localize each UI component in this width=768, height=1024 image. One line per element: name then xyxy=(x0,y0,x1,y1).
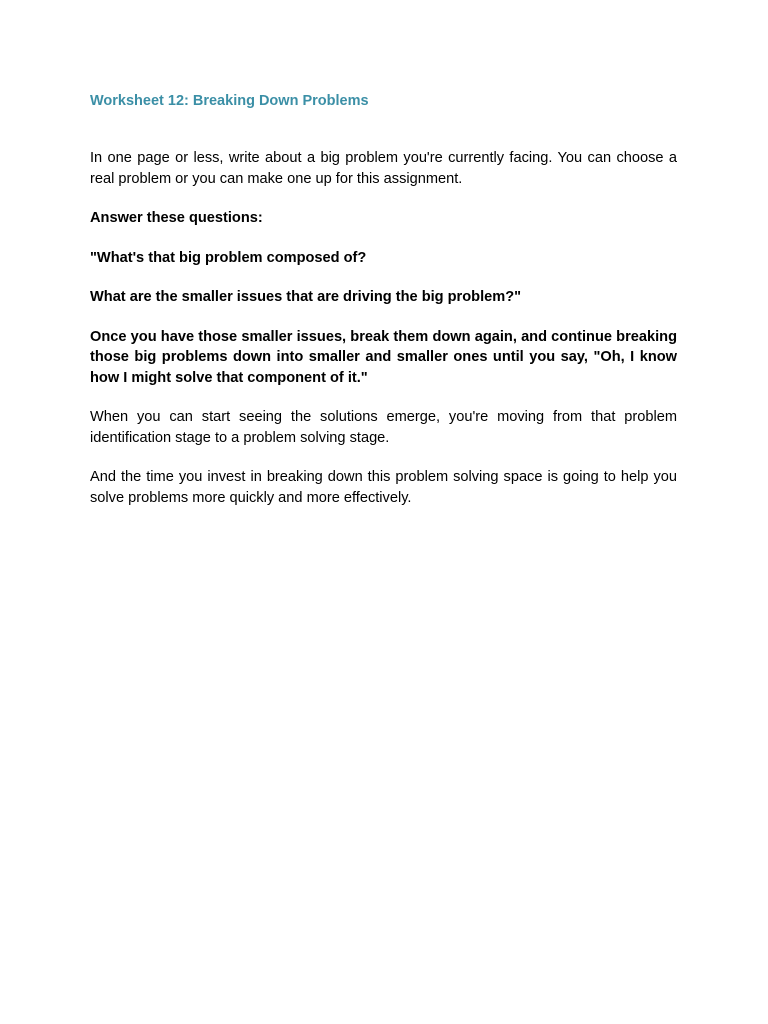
question-2: What are the smaller issues that are driving the big problem?" xyxy=(90,289,522,305)
solutions-paragraph: When you can start seeing the solutions emerge, you're moving from that problem identification stage to a problem solving stage. xyxy=(90,409,677,446)
worksheet-title: Worksheet 12: Breaking Down Problems xyxy=(90,93,369,109)
instruction-paragraph: Once you have those smaller issues, break them down again, and continue breaking those big problems down into smaller and smaller ones until you say, "Oh, I know how I might solve that component of it." xyxy=(90,328,677,386)
intro-paragraph: In one page or less, write about a big problem you're currently facing. You can choose a real problem or you can make one up for this assignment. xyxy=(90,150,677,187)
question-1: "What's that big problem composed of? xyxy=(90,249,367,266)
document-page xyxy=(90,91,677,508)
closing-paragraph: And the time you invest in breaking down this problem solving space is going to help you solve problems more quickly and more effectively. xyxy=(90,469,677,506)
questions-heading: Answer these questions: xyxy=(90,210,263,226)
